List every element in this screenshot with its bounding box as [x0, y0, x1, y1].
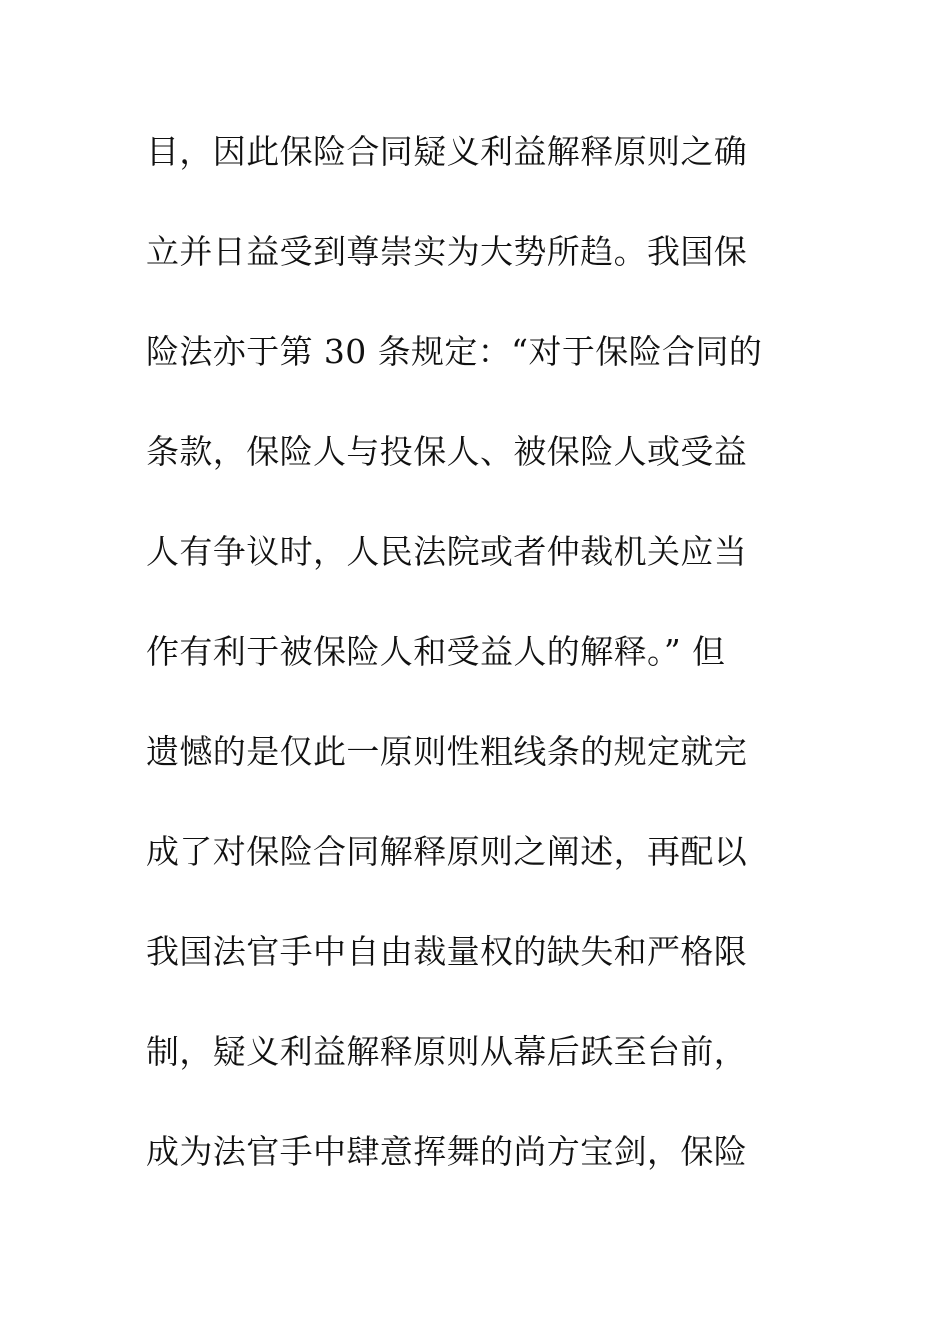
body-text-line: 制，疑义利益解释原则从幕后跃至台前，	[146, 1032, 748, 1071]
body-text-line: 目，因此保险合同疑义利益解释原则之确	[146, 132, 748, 171]
body-text-line: 遗憾的是仅此一原则性粗线条的规定就完	[146, 732, 748, 771]
body-text-line: 险法亦于第 30 条规定：“对于保险合同的	[146, 332, 763, 371]
body-text-line: 成了对保险合同解释原则之阐述，再配以	[146, 832, 748, 871]
body-text-line: 条款，保险人与投保人、被保险人或受益	[146, 432, 748, 471]
body-text-line: 成为法官手中肆意挥舞的尚方宝剑，保险	[146, 1132, 748, 1171]
body-text-line: 立并日益受到尊崇实为大势所趋。我国保	[146, 232, 748, 271]
body-text-line: 人有争议时，人民法院或者仲裁机关应当	[146, 532, 748, 571]
body-text-line: 作有利于被保险人和受益人的解释。” 但	[146, 632, 726, 671]
body-text-line: 我国法官手中自由裁量权的缺失和严格限	[146, 932, 748, 971]
